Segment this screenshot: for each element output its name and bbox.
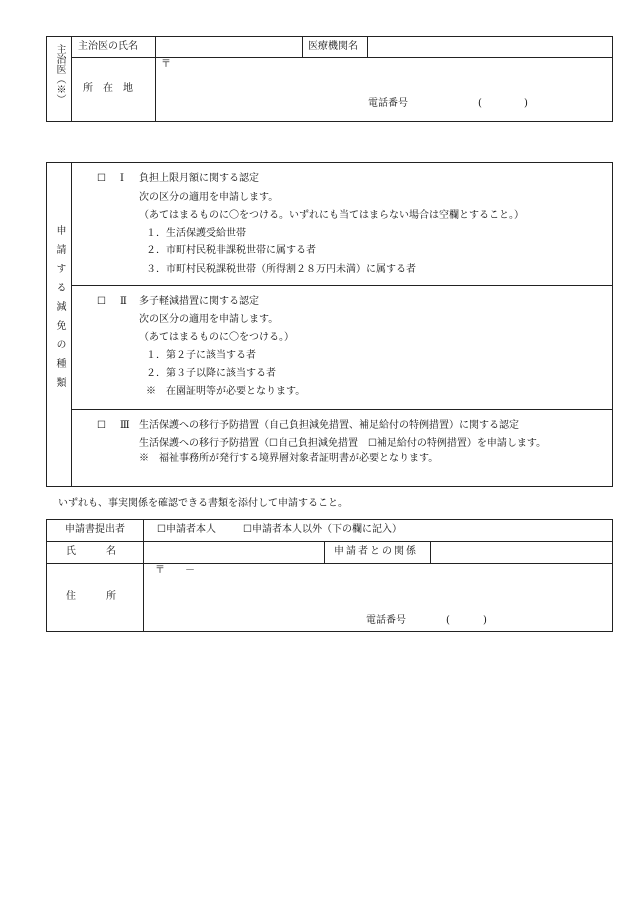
- section2-line1: 次の区分の適用を申請します。: [139, 314, 279, 325]
- section2-item-1: １．第２子に該当する者: [146, 350, 256, 361]
- divider: [302, 36, 303, 57]
- doctor-name-label: 主治医の氏名: [78, 41, 138, 52]
- section3-checkbox[interactable]: ☐: [97, 420, 106, 431]
- phone-field[interactable]: [486, 96, 522, 112]
- section2-numeral: Ⅱ: [120, 296, 127, 307]
- submitter-name-label: 氏 名: [66, 546, 116, 557]
- divider: [71, 162, 72, 487]
- divider: [71, 36, 72, 122]
- phone-label: 電話番号: [368, 98, 408, 109]
- section1-item-2: ２．市町村民税非課税世帯に属する者: [146, 245, 316, 256]
- reduction-side-label: 申請する減免の種類: [54, 225, 65, 396]
- section1-item-1: １．生活保護受給世帯: [146, 228, 246, 239]
- address-label: 所 在 地: [83, 83, 133, 94]
- institution-label: 医療機関名: [308, 41, 358, 52]
- divider: [324, 541, 325, 563]
- section2-note: ※ 在園証明等が必要となります。: [146, 386, 306, 397]
- institution-field[interactable]: [369, 38, 611, 56]
- phone-open-paren: (: [478, 98, 482, 109]
- section3-line1: 生活保護への移行予防措置（☐自己負担減免措置 ☐補足給付の特例措置）を申請します。: [139, 438, 547, 449]
- submitter-option-other[interactable]: ☐申請者本人以外（下の欄に記入）: [243, 524, 402, 535]
- section1-line2: （あてはまるものに〇をつける。いずれにも当てはまらない場合は空欄とすること。）: [139, 210, 524, 221]
- section1-numeral: Ⅰ: [120, 173, 124, 184]
- submitter-phone-close-paren: ): [483, 615, 487, 626]
- section1-title: 負担上限月額に関する認定: [139, 173, 259, 184]
- section2-title: 多子軽減措置に関する認定: [139, 296, 259, 307]
- divider: [143, 519, 144, 632]
- doctor-side-label: 主治医（※）: [54, 44, 65, 104]
- submitter-phone-open-paren: (: [446, 615, 450, 626]
- instruction-text: いずれも、事実関係を確認できる書類を添付して申請すること。: [58, 498, 348, 509]
- doctor-name-field[interactable]: [157, 38, 301, 56]
- divider: [71, 285, 613, 286]
- section1-checkbox[interactable]: ☐: [97, 173, 106, 184]
- divider: [430, 541, 431, 563]
- submitter-phone-label: 電話番号: [366, 615, 406, 626]
- relation-label: 申請者との関係: [334, 546, 418, 557]
- section3-numeral: Ⅲ: [120, 420, 130, 431]
- submitter-option-self[interactable]: ☐申請者本人: [157, 524, 216, 535]
- phone-close-paren: ): [524, 98, 528, 109]
- divider: [46, 563, 613, 564]
- divider: [46, 541, 613, 542]
- section2-checkbox[interactable]: ☐: [97, 296, 106, 307]
- section1-line1: 次の区分の適用を申請します。: [139, 192, 279, 203]
- submitter-address-label: 住 所: [66, 591, 116, 602]
- divider: [71, 409, 613, 410]
- submitter-label: 申請書提出者: [65, 524, 125, 535]
- submitter-name-field[interactable]: [145, 543, 323, 561]
- submitter-address-field[interactable]: [145, 577, 611, 609]
- section1-item-3: ３．市町村民税課税世帯（所得割２８万円未満）に属する者: [146, 264, 416, 275]
- postal-mark: 〒: [161, 59, 171, 70]
- divider: [155, 36, 156, 122]
- relation-field[interactable]: [432, 543, 611, 561]
- address-field[interactable]: [157, 59, 611, 93]
- submitter-postal-mark: 〒 －: [155, 565, 195, 576]
- submitter-phone-field[interactable]: [454, 613, 482, 629]
- section3-title: 生活保護への移行予防措置（自己負担減免措置、補足給付の特例措置）に関する認定: [139, 420, 519, 431]
- divider: [71, 57, 613, 58]
- section3-note: ※ 福祉事務所が発行する境界層対象者証明書が必要となります。: [139, 453, 439, 464]
- section2-line2: （あてはまるものに〇をつける。）: [139, 332, 294, 343]
- divider: [367, 36, 368, 57]
- section2-item-2: ２．第３子以降に該当する者: [146, 368, 276, 379]
